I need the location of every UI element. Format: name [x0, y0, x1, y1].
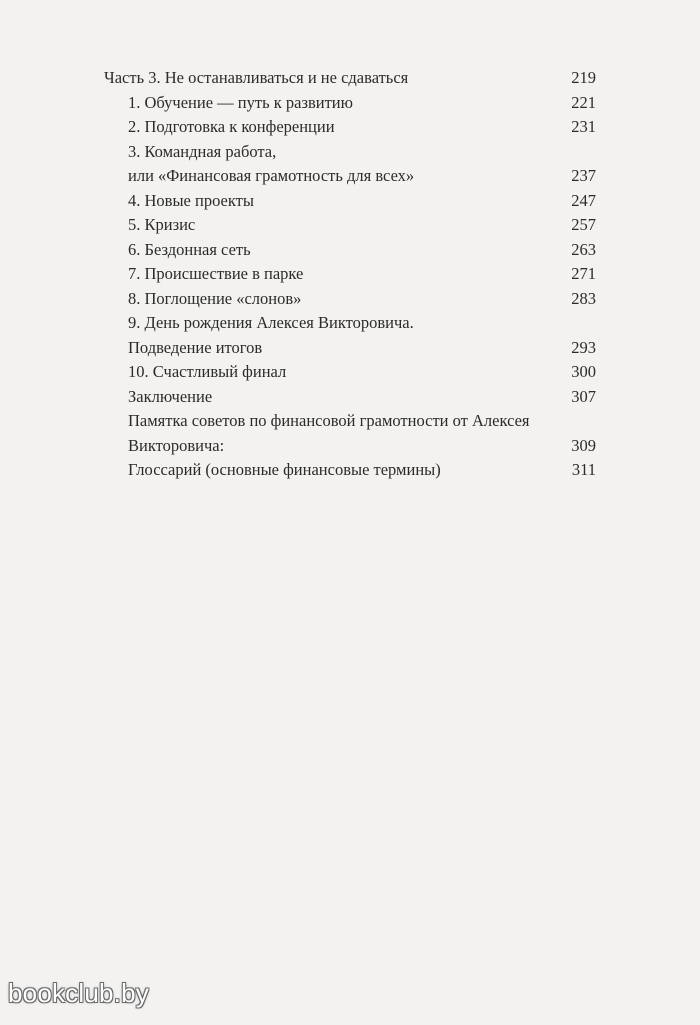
toc-entry-title: Глоссарий (основные финансовые термины) [128, 460, 441, 479]
toc-entry [104, 262, 596, 287]
toc-entry-page: 247 [571, 190, 596, 210]
toc-entry-title: Викторовича: [128, 435, 225, 455]
toc-entry-page: 309 [571, 435, 596, 455]
toc-entry [104, 115, 596, 140]
toc-entry-title: 5. Кризис [128, 215, 196, 234]
toc-entry-title: 9. День рождения Алексея Викторовича. [128, 313, 414, 332]
table-of-contents [104, 66, 596, 483]
toc-entry-title: Памятка советов по финансовой грамотности от Алексея [128, 411, 530, 430]
toc-entry-page: 263 [571, 239, 596, 259]
toc-entry [104, 360, 596, 385]
toc-entry [104, 238, 596, 263]
toc-entry-title: Заключение [128, 386, 213, 406]
toc-entry [104, 140, 596, 165]
toc-entry-title: 4. Новые проекты [128, 190, 254, 210]
toc-entry-title: 8. Поглощение «слонов» [128, 288, 302, 308]
toc-entry-page: 307 [571, 386, 596, 406]
toc-entry-page: 257 [571, 215, 596, 234]
toc-entry [104, 287, 596, 312]
toc-entry-title: 3. Командная работа, [128, 141, 277, 161]
toc-entry-page: 237 [571, 166, 596, 185]
toc-entry-title: или «Финансовая грамотность для всех» [128, 166, 415, 185]
toc-entry [104, 409, 596, 434]
toc-entry [104, 385, 596, 410]
toc-entry-title: 6. Бездонная сеть [128, 239, 251, 259]
toc-entry-page: 311 [571, 460, 596, 479]
toc-entry [104, 91, 596, 116]
toc-entry-page: 271 [571, 264, 596, 283]
site-watermark: bookclub.by [8, 978, 149, 1008]
toc-part-page: 219 [571, 68, 596, 87]
toc-entry-page: 300 [571, 362, 596, 381]
toc-entry-title: 1. Обучение — путь к развитию [128, 92, 353, 112]
toc-entry-page: 283 [571, 288, 596, 308]
toc-entry-title: 2. Подготовка к конференции [128, 117, 335, 136]
toc-entry [104, 434, 596, 459]
toc-entry-title: 10. Счастливый финал [128, 362, 287, 381]
toc-entry [104, 458, 596, 483]
toc-entry-title: 7. Происшествие в парке [128, 264, 304, 283]
toc-part-heading [104, 66, 596, 91]
toc-entry [104, 311, 596, 336]
toc-entry-page: 221 [571, 92, 596, 112]
toc-entry [104, 336, 596, 361]
toc-part-title: Часть 3. Не останавливаться и не сдаваться [104, 68, 409, 87]
toc-entry [104, 164, 596, 189]
toc-entry-page: 293 [571, 337, 596, 357]
toc-entry-page: 231 [571, 117, 596, 136]
toc-entry [104, 213, 596, 238]
toc-entry-title: Подведение итогов [128, 337, 263, 357]
toc-entry [104, 189, 596, 214]
